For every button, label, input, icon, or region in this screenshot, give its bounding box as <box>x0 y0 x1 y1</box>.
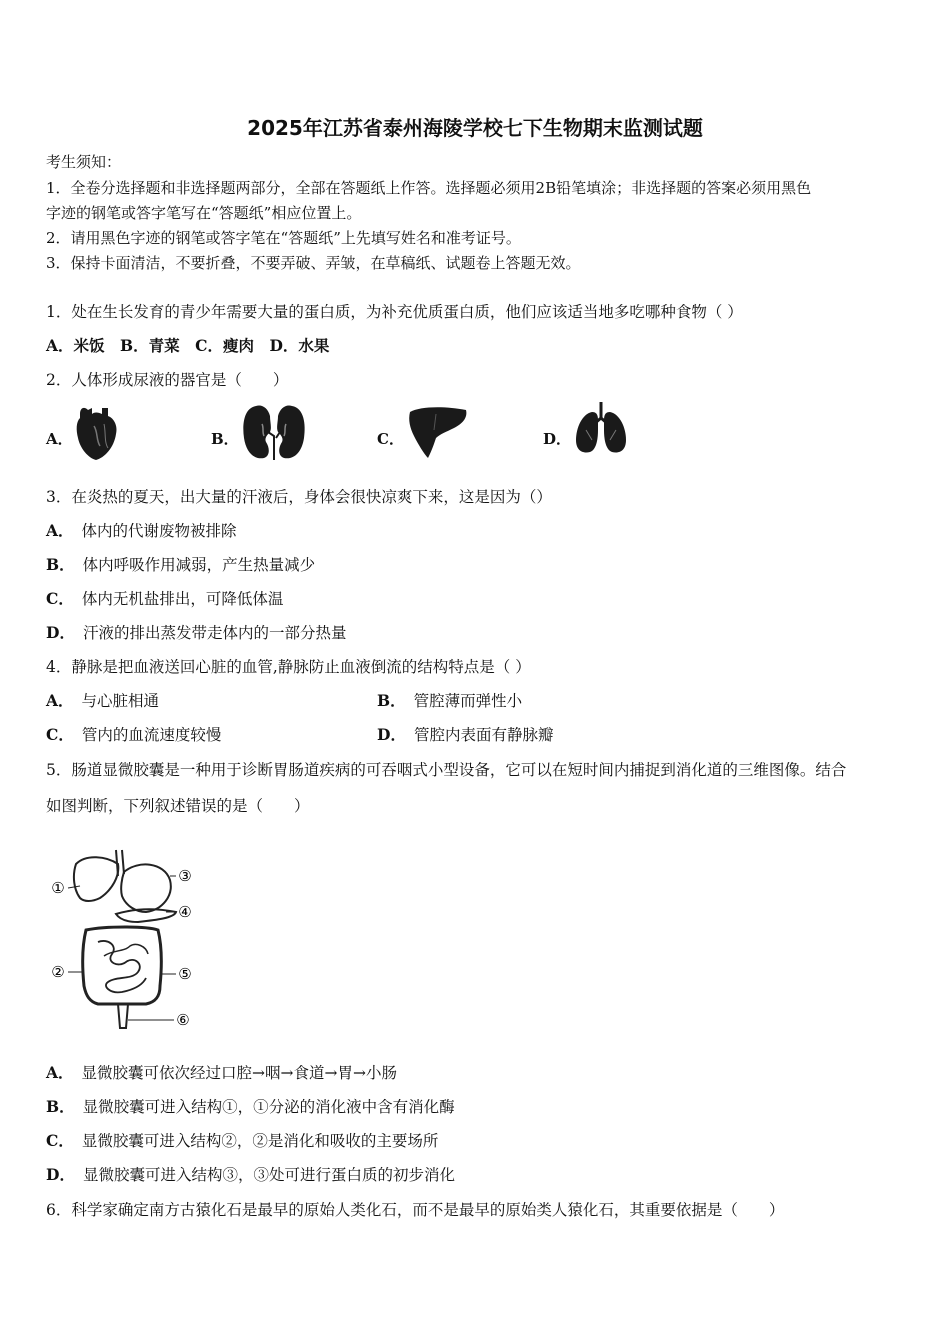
question-3-option-c: C． 体内无机盐排出，可降低体温 <box>46 589 284 608</box>
figure-label-6: ⑥ <box>176 1011 190 1029</box>
question-4-option-c: C． 管内的血流速度较慢 <box>46 725 222 744</box>
heart-icon <box>74 404 120 462</box>
question-3-option-d: D． 汗液的排出蒸发带走体内的一部分热量 <box>46 623 347 642</box>
digestive-system-diagram <box>46 846 202 1036</box>
question-2-option-a-label: A． <box>46 430 73 448</box>
question-5-option-b: B． 显微胶囊可进入结构①，①分泌的消化液中含有消化酶 <box>46 1097 455 1116</box>
question-2-option-b-label: B． <box>211 430 239 448</box>
question-6-stem: 6．科学家确定南方古猿化石是最早的原始人类化石，而不是最早的原始类人猿化石，其重要依据是（ ） <box>46 1201 785 1219</box>
question-5-stem-line1: 5．肠道显微胶囊是一种用于诊断胃肠道疾病的可吞咽式小型设备，它可以在短时间内捕捉到消化道的三维图像。结合 <box>46 761 847 779</box>
liver-icon <box>406 404 470 460</box>
notice-item: 1．全卷分选择题和非选择题两部分，全部在答题纸上作答。选择题必须用2B铅笔填涂；非选择题的答案必须用黑色 <box>46 179 812 197</box>
kidneys-icon <box>240 402 308 462</box>
question-2-option-c-label: C． <box>377 430 404 448</box>
notice-heading: 考生须知： <box>46 153 122 171</box>
lungs-icon <box>572 400 630 456</box>
question-3-stem: 3．在炎热的夏天，出大量的汗液后，身体会很快凉爽下来，这是因为（） <box>46 488 552 506</box>
question-4-option-b: B． 管腔薄而弹性小 <box>377 691 523 710</box>
figure-label-5: ⑤ <box>178 965 192 983</box>
question-5-option-a: A． 显微胶囊可依次经过口腔→咽→食道→胃→小肠 <box>46 1063 397 1082</box>
notice-item: 字迹的钢笔或答字笔写在“答题纸”相应位置上。 <box>46 204 362 222</box>
question-3-option-a: A． 体内的代谢废物被排除 <box>46 521 237 540</box>
question-1-stem: 1．处在生长发育的青少年需要大量的蛋白质，为补充优质蛋白质，他们应该适当地多吃哪种食物（ ） <box>46 303 743 321</box>
question-1-options: A．米饭 B．青菜 C．瘦肉 D．水果 <box>46 336 330 355</box>
figure-label-2: ② <box>51 963 65 981</box>
question-4-option-a: A． 与心脏相通 <box>46 691 160 710</box>
figure-label-1: ① <box>51 879 65 897</box>
figure-label-3: ③ <box>178 867 192 885</box>
question-4-stem: 4．静脉是把血液送回心脏的血管,静脉防止血液倒流的结构特点是（ ） <box>46 658 531 676</box>
question-2-option-d-label: D． <box>543 430 572 448</box>
question-4-option-d: D． 管腔内表面有静脉瓣 <box>377 725 554 744</box>
question-5-option-d: D． 显微胶囊可进入结构③，③处可进行蛋白质的初步消化 <box>46 1165 455 1184</box>
notice-item: 2．请用黑色字迹的钢笔或答字笔在“答题纸”上先填写姓名和准考证号。 <box>46 229 521 247</box>
question-3-option-b: B． 体内呼吸作用减弱，产生热量减少 <box>46 555 316 574</box>
figure-label-4: ④ <box>178 903 192 921</box>
question-2-stem: 2．人体形成尿液的器官是（ ） <box>46 371 289 389</box>
page-title: 2025年江苏省泰州海陵学校七下生物期末监测试题 <box>247 116 703 140</box>
question-5-stem-line2: 如图判断，下列叙述错误的是（ ） <box>46 797 310 815</box>
notice-item: 3．保持卡面清洁，不要折叠，不要弄破、弄皱，在草稿纸、试题卷上答题无效。 <box>46 254 581 272</box>
question-5-option-c: C． 显微胶囊可进入结构②，②是消化和吸收的主要场所 <box>46 1131 439 1150</box>
